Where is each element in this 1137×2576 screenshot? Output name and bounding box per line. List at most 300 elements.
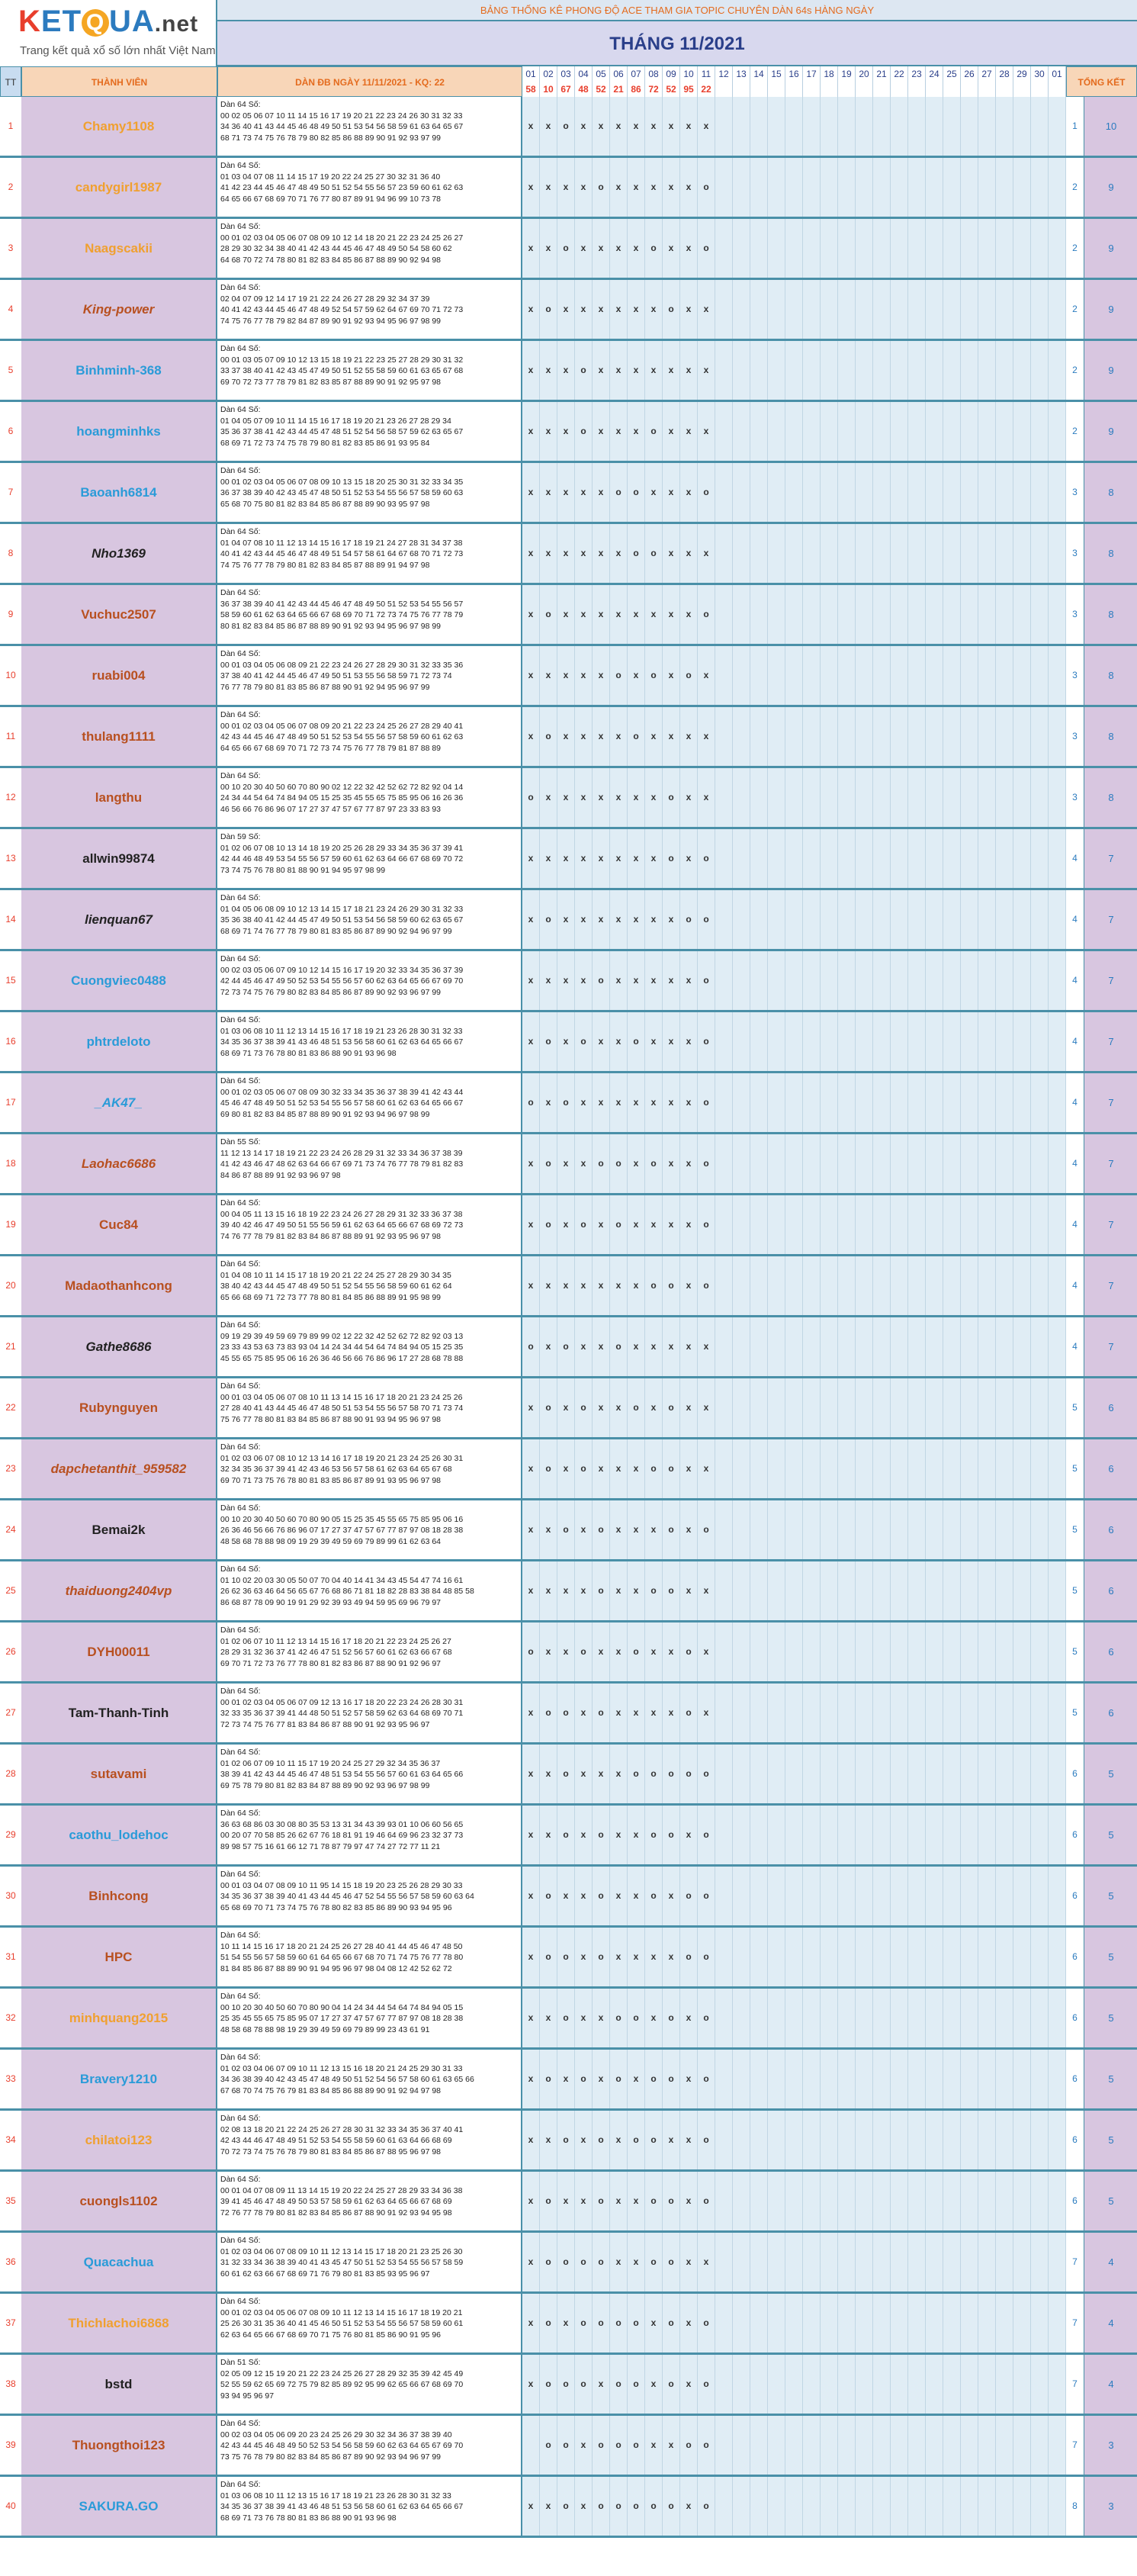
member-name[interactable]: Vuchuc2507 — [21, 585, 217, 644]
member-name[interactable]: Cuc84 — [21, 1195, 217, 1254]
mark-cell: o — [557, 1989, 575, 2047]
day-cells — [522, 1317, 1066, 1376]
member-name[interactable]: hoangminhks — [21, 402, 217, 461]
table-row — [0, 2416, 1137, 2477]
mark-cell: x — [645, 1378, 663, 1437]
mark-cell — [908, 2416, 926, 2475]
member-name[interactable]: SAKURA.GO — [21, 2477, 217, 2536]
mark-cell — [873, 1012, 891, 1071]
mark-cell — [961, 1684, 978, 1742]
mark-cell — [1031, 1867, 1049, 1925]
mark-cell — [943, 2050, 961, 2108]
mark-cell: x — [610, 158, 628, 217]
mark-cell: o — [645, 2111, 663, 2169]
total-score: 9 — [1084, 341, 1137, 400]
member-name[interactable]: Naagscakii — [21, 219, 217, 278]
mark-cell — [978, 219, 996, 278]
mark-cell: x — [680, 2294, 698, 2352]
mark-cell: o — [645, 646, 663, 705]
mark-cell: o — [663, 1439, 680, 1498]
mark-cell — [838, 768, 856, 827]
mark-cell — [873, 1561, 891, 1620]
mark-cell — [838, 2355, 856, 2414]
mark-cell — [821, 97, 838, 156]
mark-cell — [821, 524, 838, 583]
mark-cell — [926, 219, 943, 278]
mark-cell: x — [645, 1684, 663, 1742]
mark-cell: o — [698, 585, 715, 644]
member-name[interactable]: Cuongviec0488 — [21, 951, 217, 1010]
mark-cell — [926, 2050, 943, 2108]
mark-cell: x — [663, 1195, 680, 1254]
mark-cell — [785, 890, 803, 949]
mark-cell: x — [557, 1439, 575, 1498]
member-name[interactable]: bstd — [21, 2355, 217, 2414]
member-name[interactable]: thulang1111 — [21, 707, 217, 766]
day-cells — [522, 1012, 1066, 1071]
mark-cell — [1049, 2294, 1066, 2352]
row-number: 38 — [0, 2355, 22, 2414]
member-name[interactable]: Binhcong — [21, 1867, 217, 1925]
mark-cell — [785, 1745, 803, 1803]
member-name[interactable]: sutavami — [21, 1745, 217, 1803]
mark-cell: x — [575, 524, 593, 583]
mark-cell: x — [628, 158, 645, 217]
mark-cell — [838, 463, 856, 522]
mark-cell — [961, 1195, 978, 1254]
mark-cell: o — [663, 829, 680, 888]
mark-cell — [821, 768, 838, 827]
mark-cell — [750, 646, 768, 705]
mark-cell: o — [628, 1622, 645, 1681]
mark-cell — [803, 585, 821, 644]
mark-cell: x — [557, 768, 575, 827]
mark-cell — [961, 1622, 978, 1681]
mark-cell — [996, 2050, 1013, 2108]
hit-count: 4 — [1066, 951, 1084, 1010]
mark-cell — [803, 97, 821, 156]
row-number: 2 — [0, 158, 22, 217]
mark-cell — [733, 341, 750, 400]
member-name[interactable]: Thuongthoi123 — [21, 2416, 217, 2475]
mark-cell — [715, 158, 733, 217]
mark-cell — [978, 463, 996, 522]
mark-cell: o — [680, 1745, 698, 1803]
mark-cell: x — [557, 585, 575, 644]
mark-cell — [803, 463, 821, 522]
mark-cell — [785, 1073, 803, 1132]
table-row — [0, 1500, 1137, 1561]
mark-cell — [1013, 2416, 1031, 2475]
mark-cell — [891, 219, 908, 278]
mark-cell — [961, 1867, 978, 1925]
mark-cell: o — [540, 1684, 557, 1742]
table-row — [0, 585, 1137, 646]
mark-cell — [821, 1928, 838, 1986]
mark-cell — [873, 1378, 891, 1437]
mark-cell — [996, 524, 1013, 583]
mark-cell: x — [663, 951, 680, 1010]
day-header: 20 — [856, 66, 873, 82]
mark-cell: o — [575, 1439, 593, 1498]
member-name[interactable]: cuongls1102 — [21, 2172, 217, 2230]
mark-cell: x — [698, 1317, 715, 1376]
mark-cell — [1013, 768, 1031, 827]
mark-cell — [1049, 219, 1066, 278]
mark-cell: o — [593, 2416, 610, 2475]
dan-numbers — [217, 341, 522, 400]
member-name[interactable]: ruabi004 — [21, 646, 217, 705]
mark-cell — [1049, 1867, 1066, 1925]
mark-cell — [1049, 646, 1066, 705]
mark-cell: x — [680, 1256, 698, 1315]
member-name[interactable]: Tam-Thanh-Tinh — [21, 1684, 217, 1742]
mark-cell: x — [628, 1134, 645, 1193]
mark-cell — [785, 2294, 803, 2352]
mark-cell — [961, 707, 978, 766]
mark-cell — [856, 1622, 873, 1681]
dan-line: 34 35 36 37 38 39 40 41 43 44 45 46 47 52 54 55 56 57 58 59 60 63 64 — [220, 1892, 474, 1901]
mark-cell: x — [628, 1439, 645, 1498]
mark-cell: o — [540, 1439, 557, 1498]
mark-cell: x — [522, 158, 540, 217]
mark-cell — [908, 1867, 926, 1925]
dan-numbers — [217, 2233, 522, 2291]
mark-cell — [821, 1500, 838, 1559]
day-header: 13 — [733, 66, 750, 82]
mark-cell — [838, 1256, 856, 1315]
mark-cell — [856, 219, 873, 278]
mark-cell: o — [698, 2294, 715, 2352]
day-cells — [522, 1745, 1066, 1803]
member-name[interactable]: DYH00011 — [21, 1622, 217, 1681]
mark-cell — [873, 158, 891, 217]
table-row — [0, 1684, 1137, 1745]
mark-cell — [838, 829, 856, 888]
mark-cell — [715, 1073, 733, 1132]
dan-line: 46 56 66 76 86 96 07 17 27 37 47 57 67 77 87 97 23 33 83 93 — [220, 804, 442, 814]
mark-cell — [1049, 1745, 1066, 1803]
member-name[interactable]: langthu — [21, 768, 217, 827]
mark-cell: x — [663, 97, 680, 156]
mark-cell: o — [540, 1134, 557, 1193]
member-name[interactable]: Rubynguyen — [21, 1378, 217, 1437]
mark-cell — [785, 1134, 803, 1193]
mark-cell: x — [575, 1745, 593, 1803]
mark-cell: o — [663, 1378, 680, 1437]
member-name[interactable]: phtrdeloto — [21, 1012, 217, 1071]
member-name[interactable]: candygirl1987 — [21, 158, 217, 217]
mark-cell: x — [663, 707, 680, 766]
dan-line: Dàn 64 Số: — [220, 527, 261, 536]
row-number: 9 — [0, 585, 22, 644]
mark-cell — [978, 341, 996, 400]
mark-cell: x — [540, 1256, 557, 1315]
mark-cell — [1031, 1134, 1049, 1193]
mark-cell — [838, 2294, 856, 2352]
mark-cell — [733, 280, 750, 339]
mark-cell — [785, 646, 803, 705]
mark-cell: o — [698, 1195, 715, 1254]
member-name[interactable]: caothu_lodehoc — [21, 1806, 217, 1864]
day-result — [750, 82, 768, 97]
dan-line: 69 70 72 73 77 78 79 81 82 83 85 87 88 89 90 91 92 95 97 98 — [220, 377, 442, 387]
mark-cell — [768, 646, 785, 705]
mark-cell — [856, 2233, 873, 2291]
mark-cell — [856, 1439, 873, 1498]
member-name[interactable]: Thichlachoi6868 — [21, 2294, 217, 2352]
mark-cell — [873, 1134, 891, 1193]
mark-cell — [978, 524, 996, 583]
month-title: THÁNG 11/2021 — [217, 21, 1137, 66]
mark-cell — [978, 158, 996, 217]
member-name[interactable]: lienquan67 — [21, 890, 217, 949]
mark-cell — [750, 1073, 768, 1132]
hit-count: 5 — [1066, 1439, 1084, 1498]
mark-cell — [715, 1134, 733, 1193]
member-name[interactable]: Binhminh-368 — [21, 341, 217, 400]
mark-cell — [750, 1989, 768, 2047]
mark-cell — [733, 2172, 750, 2230]
mark-cell — [785, 1317, 803, 1376]
mark-cell: x — [628, 2233, 645, 2291]
mark-cell: o — [540, 2355, 557, 2414]
mark-cell — [803, 707, 821, 766]
dan-line: Dàn 64 Số: — [220, 1748, 261, 1757]
dan-line: 00 20 07 70 58 85 26 62 67 76 18 81 91 19 46 64 69 96 23 32 37 73 — [220, 1831, 464, 1840]
mark-cell — [978, 2477, 996, 2536]
mark-cell: x — [663, 463, 680, 522]
mark-cell — [803, 1500, 821, 1559]
dan-line: 35 36 38 40 41 42 44 45 47 49 50 51 53 54 56 58 59 60 62 63 65 67 — [220, 915, 464, 925]
dan-line: Dàn 55 Số: — [220, 1137, 261, 1146]
mark-cell — [803, 1439, 821, 1498]
day-cells — [522, 1195, 1066, 1254]
mark-cell — [943, 1256, 961, 1315]
mark-cell: x — [593, 1989, 610, 2047]
dan-numbers — [217, 707, 522, 766]
mark-cell — [961, 1745, 978, 1803]
mark-cell: x — [680, 829, 698, 888]
mark-cell: o — [645, 402, 663, 461]
mark-cell — [891, 158, 908, 217]
mark-cell — [978, 402, 996, 461]
mark-cell — [821, 219, 838, 278]
mark-cell — [1013, 585, 1031, 644]
day-cells — [522, 1378, 1066, 1437]
member-name[interactable]: Gathe8686 — [21, 1317, 217, 1376]
mark-cell — [961, 2233, 978, 2291]
dan-numbers — [217, 1500, 522, 1559]
mark-cell — [733, 1622, 750, 1681]
mark-cell — [891, 463, 908, 522]
member-name[interactable]: Madaothanhcong — [21, 1256, 217, 1315]
mark-cell: x — [522, 829, 540, 888]
dan-line: Dàn 64 Số: — [220, 1809, 261, 1818]
mark-cell — [873, 1073, 891, 1132]
day-result — [715, 82, 733, 97]
mark-cell — [996, 1928, 1013, 1986]
mark-cell — [750, 2416, 768, 2475]
total-score: 7 — [1084, 1134, 1137, 1193]
mark-cell: x — [593, 97, 610, 156]
mark-cell — [908, 1378, 926, 1437]
hit-count: 7 — [1066, 2416, 1084, 2475]
mark-cell: o — [557, 1684, 575, 1742]
member-name[interactable]: Bemai2k — [21, 1500, 217, 1559]
mark-cell — [733, 463, 750, 522]
mark-cell — [803, 402, 821, 461]
dan-line: 01 10 02 20 03 30 05 50 07 70 04 40 14 41 34 43 45 54 47 74 16 61 — [220, 1575, 464, 1585]
mark-cell — [996, 402, 1013, 461]
dan-line: 89 98 57 75 16 61 66 12 71 78 87 79 97 47 74 27 72 77 11 21 — [220, 1841, 441, 1851]
mark-cell — [750, 1561, 768, 1620]
mark-cell — [996, 158, 1013, 217]
mark-cell: o — [663, 2233, 680, 2291]
member-name[interactable]: dapchetanthit_959582 — [21, 1439, 217, 1498]
mark-cell — [856, 646, 873, 705]
dan-numbers — [217, 402, 522, 461]
member-name[interactable]: Bravery1210 — [21, 2050, 217, 2108]
ketqua-logo[interactable] — [0, 0, 217, 66]
mark-cell — [1013, 1134, 1031, 1193]
total-score: 6 — [1084, 1500, 1137, 1559]
mark-cell — [891, 1500, 908, 1559]
dan-line: 36 37 38 39 40 42 43 45 47 48 50 51 52 53 54 55 56 57 58 59 60 63 — [220, 488, 464, 497]
mark-cell: x — [610, 2111, 628, 2169]
mark-cell — [961, 890, 978, 949]
mark-cell — [838, 1195, 856, 1254]
mark-cell — [908, 2233, 926, 2291]
member-name[interactable]: Nho1369 — [21, 524, 217, 583]
mark-cell: o — [593, 2233, 610, 2291]
mark-cell — [978, 1561, 996, 1620]
dan-line: 01 03 06 08 10 11 12 13 14 15 16 17 18 19 21 23 26 28 30 31 32 33 — [220, 1026, 463, 1036]
member-name[interactable]: minhquang2015 — [21, 1989, 217, 2047]
member-name[interactable]: allwin99874 — [21, 829, 217, 888]
mark-cell — [1013, 2477, 1031, 2536]
banner-title: BẢNG THỐNG KÊ PHONG ĐỘ ACE THAM GIA TOPIC CHUYÊN DÀN 64s HÀNG NGÀY — [217, 0, 1137, 21]
mark-cell — [856, 2477, 873, 2536]
mark-cell — [1013, 2050, 1031, 2108]
mark-cell — [978, 890, 996, 949]
mark-cell — [908, 2294, 926, 2352]
dan-line: 37 38 40 41 42 44 45 46 47 49 50 51 53 55 56 58 59 71 72 73 74 — [220, 671, 452, 680]
member-name[interactable]: thaiduong2404vp — [21, 1561, 217, 1620]
member-name[interactable]: chilatoi123 — [21, 2111, 217, 2169]
mark-cell: o — [557, 2233, 575, 2291]
mark-cell: x — [575, 951, 593, 1010]
member-name[interactable]: Chamy1108 — [21, 97, 217, 156]
mark-cell: x — [610, 1561, 628, 1620]
dan-line: Dàn 64 Số: — [220, 893, 261, 902]
day-result: 86 — [628, 82, 645, 97]
day-cells — [522, 1439, 1066, 1498]
total-score: 4 — [1084, 2294, 1137, 2352]
mark-cell: x — [628, 1500, 645, 1559]
dan-line: 69 70 71 73 75 76 78 80 81 83 85 86 87 89 91 93 95 96 97 98 — [220, 1475, 442, 1485]
mark-cell — [926, 1195, 943, 1254]
row-number: 18 — [0, 1134, 22, 1193]
mark-cell — [996, 280, 1013, 339]
mark-cell: x — [540, 524, 557, 583]
mark-cell — [733, 524, 750, 583]
mark-cell — [785, 2172, 803, 2230]
mark-cell — [715, 524, 733, 583]
mark-cell — [1013, 2111, 1031, 2169]
total-score: 8 — [1084, 463, 1137, 522]
day-cells — [522, 524, 1066, 583]
mark-cell: o — [698, 1134, 715, 1193]
dan-numbers — [217, 829, 522, 888]
mark-cell — [891, 646, 908, 705]
table-row — [0, 280, 1137, 341]
mark-cell — [873, 219, 891, 278]
dan-numbers — [217, 219, 522, 278]
member-name[interactable]: Laohac6686 — [21, 1134, 217, 1193]
mark-cell — [856, 2111, 873, 2169]
mark-cell: o — [645, 2050, 663, 2108]
mark-cell — [1031, 1378, 1049, 1437]
mark-cell — [996, 768, 1013, 827]
mark-cell — [856, 2050, 873, 2108]
mark-cell — [768, 1622, 785, 1681]
member-name[interactable]: Quacachua — [21, 2233, 217, 2291]
mark-cell — [873, 2416, 891, 2475]
mark-cell: x — [663, 341, 680, 400]
total-score: 9 — [1084, 280, 1137, 339]
member-name[interactable]: King-power — [21, 280, 217, 339]
member-name[interactable]: HPC — [21, 1928, 217, 1986]
mark-cell — [908, 341, 926, 400]
mark-cell — [961, 1073, 978, 1132]
mark-cell: x — [575, 1561, 593, 1620]
mark-cell — [750, 2355, 768, 2414]
mark-cell: x — [557, 402, 575, 461]
mark-cell — [891, 951, 908, 1010]
mark-cell: x — [628, 1561, 645, 1620]
dan-line: Dàn 64 Số: — [220, 1381, 261, 1391]
mark-cell: x — [610, 402, 628, 461]
mark-cell — [821, 1561, 838, 1620]
dan-line: 69 80 81 82 83 84 85 87 88 89 90 91 92 93 94 96 97 98 99 — [220, 1109, 430, 1119]
dan-line: Dàn 64 Số: — [220, 588, 261, 597]
mark-cell: x — [522, 1928, 540, 1986]
mark-cell — [1013, 707, 1031, 766]
mark-cell — [1031, 1256, 1049, 1315]
mark-cell — [926, 1622, 943, 1681]
mark-cell — [1049, 1989, 1066, 2047]
mark-cell: x — [522, 97, 540, 156]
dan-numbers — [217, 1073, 522, 1132]
member-name[interactable]: _AK47_ — [21, 1073, 217, 1132]
mark-cell: x — [593, 1012, 610, 1071]
mark-cell — [715, 1439, 733, 1498]
mark-cell — [1013, 2294, 1031, 2352]
mark-cell — [943, 2111, 961, 2169]
mark-cell — [873, 1622, 891, 1681]
mark-cell: x — [698, 524, 715, 583]
mark-cell — [733, 158, 750, 217]
mark-cell — [996, 219, 1013, 278]
mark-cell: x — [575, 890, 593, 949]
mark-cell — [768, 2416, 785, 2475]
member-name[interactable]: Baoanh6814 — [21, 463, 217, 522]
mark-cell — [1031, 219, 1049, 278]
day-result — [1049, 82, 1066, 97]
dan-line: 41 42 23 44 45 46 47 48 49 50 51 52 54 55 56 57 23 59 60 61 62 63 — [220, 183, 464, 192]
mark-cell: x — [628, 1928, 645, 1986]
